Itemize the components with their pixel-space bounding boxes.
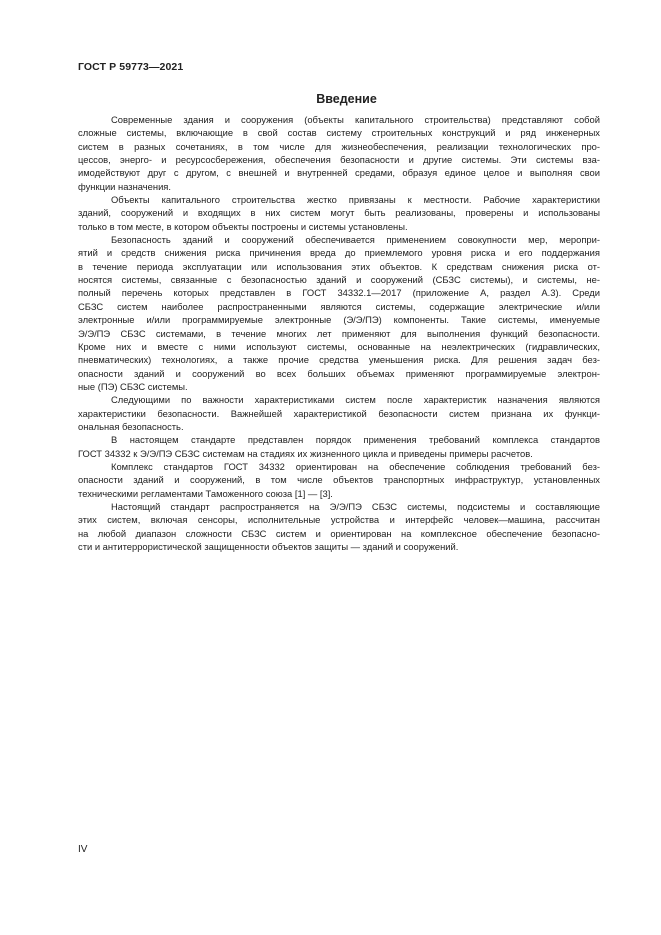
page-number: IV — [78, 844, 88, 855]
paragraph-line: В настоящем стандарте представлен порядок применения требований комплекса стандартов — [111, 434, 600, 446]
paragraph-line: пневматических) технологиях, а также прочие средства уменьшения риска. Для решения задач без- — [78, 354, 600, 366]
standard-header: ГОСТ Р 59773—2021 — [78, 61, 184, 73]
paragraph-line: опасности зданий и сооружений во всех больших объемах применяют программируемые электрон- — [78, 367, 600, 379]
paragraph-line: Э/Э/ПЭ СБЗС системами, в течение многих лет применяют для выполнения функций безопасности. — [78, 327, 600, 339]
paragraph-line: ГОСТ 34332 к Э/Э/ПЭ СБЗС системам на стадиях их жизненного цикла и приведены примеры расчетов. — [78, 447, 533, 459]
paragraph-line: цессов, энерго- и ресурсосбережения, обеспечения безопасности и другие системы. Эти системы вза- — [78, 154, 600, 166]
paragraph — [78, 393, 600, 433]
paragraph-line: носятся системы, связанные с безопасностью зданий и сооружений (СБЗС системы), и системы, не- — [78, 274, 600, 286]
paragraph-line: функции назначения. — [78, 180, 171, 192]
paragraph-line: систем в разных сочетаниях, в том числе для жизнеобеспечения, реализации технологических про- — [78, 140, 600, 152]
paragraph — [78, 193, 600, 233]
paragraph-line: имодействуют друг с другом, с внешней и внутренней средами, образуя единое целое и выполняя свои — [78, 167, 600, 179]
paragraph-line: сложные системы, включающие в свой состав систему строительных конструкций и ряд инженерных — [78, 127, 600, 139]
paragraph — [78, 500, 600, 553]
paragraph-line: техническими регламентами Таможенного союза [1] — [3]. — [78, 487, 333, 499]
paragraph-line: электронные и/или программируемые электронные (Э/Э/ПЭ) компоненты. Такие системы, именуемые — [78, 314, 600, 326]
paragraph-line: этих систем, включая сенсоры, исполнительные устройства и интерфейс человек—машина, рассчитан — [78, 514, 600, 526]
paragraph-line: на любой диапазон сложности СБЗС систем и ориентирован на комплексное обеспечение безопасно- — [78, 527, 600, 539]
paragraph-line: Кроме них и вместе с ними используют системы, основанные на неэлектрических (гидравлических, — [78, 340, 600, 352]
paragraph-line: Безопасность зданий и сооружений обеспечивается применением совокупности мер, меропри- — [111, 234, 600, 246]
paragraph-line: СБЗС систем наиболее распространенными являются системы, содержащие электрические и/или — [78, 300, 600, 312]
paragraph-line: характеристики безопасности. Важнейшей характеристикой безопасности систем признана их функци- — [78, 407, 600, 419]
paragraph — [78, 460, 600, 500]
paragraph — [78, 233, 600, 393]
paragraph-line: Комплекс стандартов ГОСТ 34332 ориентирован на обеспечение соблюдения требований без- — [111, 460, 600, 472]
paragraph — [78, 113, 600, 193]
paragraph-line: сти и антитеррористической защищенности объектов защиты — зданий и сооружений. — [78, 541, 459, 552]
paragraph-line: ятий и средств снижения риска причинения вреда до приемлемого уровня риска и его поддержания — [78, 247, 600, 259]
section-title: Введение — [316, 92, 377, 106]
paragraph-line: ные (ПЭ) СБЗС системы. — [78, 380, 188, 392]
paragraph-line: опасности зданий и сооружений, в том числе объектов транспортных инфраструктур, установленных — [78, 474, 600, 486]
paragraph-line: ональная безопасность. — [78, 420, 184, 432]
document-body — [78, 113, 600, 553]
paragraph-line: только в том месте, в котором объекты построены и системы установлены. — [78, 220, 408, 232]
paragraph-line: Настоящий стандарт распространяется на Э/Э/ПЭ СБЗС системы, подсистемы и составляющие — [111, 500, 600, 512]
paragraph-line: Объекты капитального строительства жестко привязаны к местности. Рабочие характеристики — [111, 194, 600, 206]
paragraph-line: Следующими по важности характеристиками систем после характеристик назначения являются — [111, 394, 600, 406]
paragraph-line: в течение периода эксплуатации или использования этих объектов. К средствам снижения риска от- — [78, 260, 600, 272]
paragraph — [78, 433, 600, 460]
paragraph-line: Современные здания и сооружения (объекты капитального строительства) представляют собой — [111, 114, 600, 125]
paragraph-line: зданий, сооружений и входящих в них систем могут быть реализованы, проверены и использованы — [78, 207, 600, 219]
paragraph-line: полный перечень которых представлен в ГОСТ 34332.1—2017 (приложение А, раздел А.3). Среди — [78, 287, 600, 299]
